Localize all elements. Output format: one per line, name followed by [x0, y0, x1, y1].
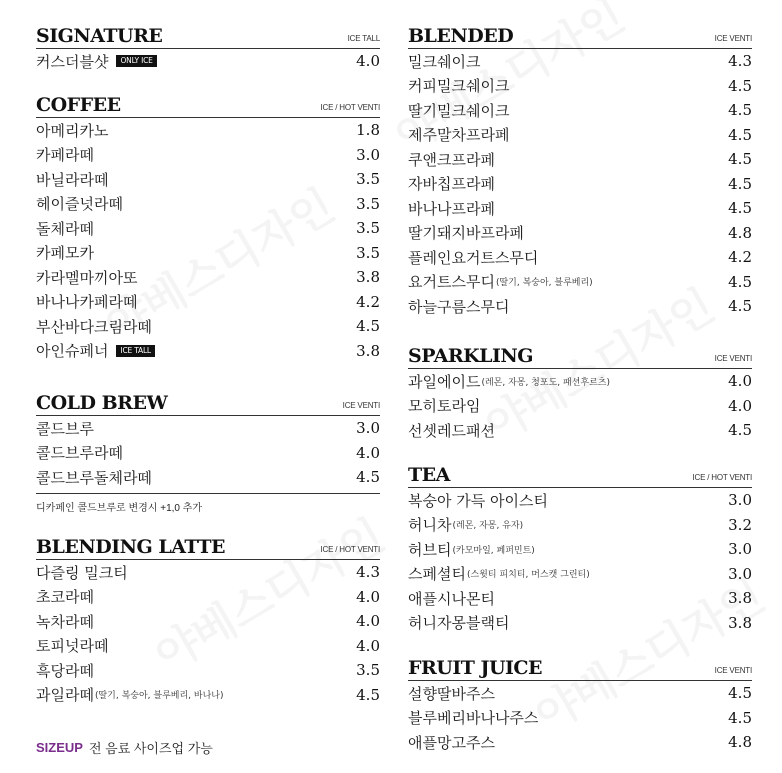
menu-item-name-group [408, 149, 495, 170]
menu-item-name: 애플시나몬티 [408, 589, 495, 608]
menu-item [408, 586, 752, 611]
menu-item [36, 585, 380, 610]
menu-item-name-group [408, 296, 509, 317]
size-label: ICE / HOT VENTI [692, 473, 752, 482]
menu-item-name: 허니자몽블랙티 [408, 614, 510, 633]
menu-item [408, 562, 752, 587]
menu-item-note: (레몬, 자몽, 청포도, 패션후르츠) [481, 377, 610, 388]
section-title: BLENDED [408, 25, 514, 47]
menu-item-price: 3.0 [728, 540, 752, 559]
size-label: ICE VENTI [714, 666, 752, 675]
sizeup-brand: SIZEUP [36, 740, 83, 755]
size-label: ICE / HOT VENTI [320, 103, 380, 112]
menu-item-price: 3.8 [356, 341, 380, 360]
menu-item-price: 3.0 [356, 419, 380, 438]
menu-item-price: 4.0 [356, 612, 380, 631]
menu-item-name: 과일에이드 [408, 372, 481, 391]
menu-item-price: 4.5 [728, 297, 752, 316]
section-title: TEA [408, 464, 450, 486]
menu-item [36, 339, 380, 364]
menu-item-name-group [36, 267, 137, 288]
menu-item-name-group [408, 75, 509, 96]
menu-item [408, 172, 752, 197]
menu-item [36, 118, 380, 143]
menu-item-name: 복숭아 가득 아이스티 [408, 491, 548, 510]
menu-item-price: 4.5 [356, 468, 380, 487]
menu-item-name: 콜드브루라떼 [36, 444, 123, 463]
menu-item-name: 흑당라떼 [36, 661, 94, 680]
menu-item-price: 3.5 [356, 243, 380, 262]
section-sparkling [408, 344, 752, 443]
menu-item-name-group [36, 51, 157, 72]
menu-item [408, 488, 752, 513]
menu-item-price: 4.0 [356, 443, 380, 462]
menu-item-name-group [36, 242, 94, 263]
menu-item-name-group [36, 611, 94, 632]
menu-item-note: (딸기, 복숭아, 블루베리, 바나나) [94, 691, 224, 702]
menu-item-name-group [408, 563, 590, 584]
section-header [408, 463, 752, 488]
menu-item [408, 513, 752, 538]
menu-item-name: 콜드브루 [36, 419, 94, 438]
section-header [36, 24, 380, 49]
menu-item [36, 314, 380, 339]
menu-item [408, 196, 752, 221]
section-header [36, 93, 380, 118]
menu-item-name: 블루베리바나나주스 [408, 709, 539, 728]
menu-item-name: 제주말차프라페 [408, 126, 510, 145]
menu-item-name: 플레인요거트스무디 [408, 248, 539, 267]
menu-item [408, 394, 752, 419]
menu-item-name: 커피밀크쉐이크 [408, 77, 510, 96]
menu-item [408, 74, 752, 99]
section-header [408, 344, 752, 369]
menu-item [408, 611, 752, 636]
menu-item-price: 4.3 [356, 563, 380, 582]
menu-item [408, 369, 752, 394]
size-label: ICE TALL [347, 34, 380, 43]
section-title: COLD BREW [36, 392, 168, 414]
menu-item-name-group [36, 120, 108, 141]
section-title: SIGNATURE [36, 25, 163, 47]
menu-item-name-group [408, 683, 495, 704]
menu-item-price: 4.5 [728, 150, 752, 169]
section-blended [408, 24, 752, 319]
menu-item-price: 4.8 [728, 223, 752, 242]
menu-item-name: 커스더블샷 [36, 52, 109, 71]
menu-item-price: 4.0 [356, 52, 380, 71]
menu-item-price: 4.0 [356, 587, 380, 606]
section-title: BLENDING LATTE [36, 536, 225, 558]
menu-item-name: 딸기돼지바프라페 [408, 224, 524, 243]
menu-item [36, 143, 380, 168]
menu-item-name: 쿠앤크프라페 [408, 150, 495, 169]
menu-item-name: 콜드브루돌체라떼 [36, 468, 152, 487]
menu-item [36, 265, 380, 290]
menu-item-name: 바나나카페라떼 [36, 293, 138, 312]
menu-item-name-group [36, 684, 224, 705]
menu-item-price: 3.5 [356, 194, 380, 213]
menu-item-name-group [408, 51, 480, 72]
menu-item-price: 4.5 [356, 317, 380, 336]
menu-item-price: 4.5 [356, 685, 380, 704]
menu-item-name: 토피넛라떼 [36, 637, 109, 656]
menu-item-name-group [36, 562, 128, 583]
menu-item [408, 730, 752, 755]
menu-item-name-group [408, 100, 509, 121]
menu-item-price: 3.0 [728, 564, 752, 583]
menu-item-name-group [36, 586, 94, 607]
menu-item-name-group [408, 247, 538, 268]
menu-item-price: 3.8 [356, 268, 380, 287]
menu-item-price: 3.8 [728, 589, 752, 608]
menu-item-name-group [36, 467, 152, 488]
menu-item-badge: ONLY ICE [116, 55, 156, 67]
section-title: COFFEE [36, 94, 121, 116]
menu-item-name-group [36, 193, 123, 214]
menu-item-note: (레몬, 자몽, 유자) [452, 521, 524, 532]
menu-item-name: 하늘구름스무디 [408, 297, 510, 316]
menu-item-name: 허니차 [408, 516, 452, 535]
menu-item [36, 465, 380, 490]
menu-item-price: 4.5 [728, 272, 752, 291]
menu-item-name-group [408, 371, 610, 392]
menu-item [408, 270, 752, 295]
section-title: FRUIT JUICE [408, 657, 543, 679]
menu-item-price: 4.0 [356, 636, 380, 655]
menu-item-price: 3.5 [356, 219, 380, 238]
menu-item [408, 245, 752, 270]
menu-item-name-group [408, 612, 509, 633]
menu-item [36, 416, 380, 441]
decaf-footnote: 디카페인 콜드브루로 변경시 +1,0 추가 [36, 493, 380, 517]
menu-item [36, 658, 380, 683]
menu-item-price: 4.2 [356, 292, 380, 311]
menu-item [36, 290, 380, 315]
section-blending-latte [36, 535, 380, 707]
menu-item-price: 4.5 [728, 76, 752, 95]
menu-item-name: 허브티 [408, 540, 452, 559]
menu-item-price: 4.5 [728, 125, 752, 144]
menu-item-price: 4.5 [728, 421, 752, 440]
menu-item [36, 609, 380, 634]
menu-item-name: 녹차라떼 [36, 612, 94, 631]
menu-item-name-group [36, 144, 94, 165]
menu-item-name: 돌체라떼 [36, 219, 94, 238]
menu-item-name: 바닐라라떼 [36, 170, 109, 189]
menu-item [36, 441, 380, 466]
menu-item-name: 밀크쉐이크 [408, 52, 481, 71]
section-header [408, 656, 752, 681]
menu-item-price: 4.8 [728, 733, 752, 752]
menu-item-name: 아메리카노 [36, 121, 109, 140]
menu-item-name-group [408, 395, 480, 416]
menu-item-name-group [36, 169, 108, 190]
menu-item-name-group [408, 124, 509, 145]
menu-item-name-group [36, 418, 94, 439]
menu-item-name-group [408, 539, 535, 560]
menu-item-badge: ICE TALL [116, 345, 154, 357]
menu-item [408, 537, 752, 562]
section-header [408, 24, 752, 49]
menu-item-name: 설향딸바주스 [408, 684, 495, 703]
menu-item-name: 자바칩프라페 [408, 175, 495, 194]
menu-item-name: 카페라떼 [36, 146, 94, 165]
menu-item-price: 3.0 [356, 145, 380, 164]
menu-item [408, 294, 752, 319]
menu-item-name: 스페셜티 [408, 565, 466, 584]
menu-item-name-group [408, 588, 495, 609]
menu-item-price: 4.5 [728, 684, 752, 703]
menu-item-price: 4.3 [728, 52, 752, 71]
menu-item-name-group [408, 514, 523, 535]
menu-item-name: 부산바다크림라떼 [36, 317, 152, 336]
menu-item-name-group [408, 732, 495, 753]
menu-item [36, 241, 380, 266]
menu-item-name: 과일라떼 [36, 686, 94, 705]
menu-item [408, 418, 752, 443]
menu-item [408, 681, 752, 706]
menu-item-price: 3.2 [728, 515, 752, 534]
menu-item [408, 123, 752, 148]
section-coffee [36, 93, 380, 363]
menu-item [408, 49, 752, 74]
menu-item-note: (딸기, 복숭아, 블루베리) [495, 278, 593, 289]
section-title: SPARKLING [408, 345, 534, 367]
size-label: ICE VENTI [714, 34, 752, 43]
menu-item [36, 634, 380, 659]
section-cold-brew [36, 391, 380, 517]
size-label: ICE VENTI [342, 401, 380, 410]
menu-item-price: 4.2 [728, 248, 752, 267]
menu-item-name: 애플망고주스 [408, 733, 495, 752]
menu-item-price: 4.5 [728, 174, 752, 193]
section-header [36, 391, 380, 416]
menu-item-price: 4.5 [728, 708, 752, 727]
menu-item-name: 선셋레드패션 [408, 421, 495, 440]
sizeup-notice [36, 738, 213, 757]
menu-item-name: 딸기밀크쉐이크 [408, 101, 510, 120]
menu-item-price: 3.5 [356, 661, 380, 680]
menu-item-name-group [36, 316, 152, 337]
menu-item [408, 147, 752, 172]
section-tea [408, 463, 752, 635]
menu-item-name: 카페모카 [36, 244, 94, 263]
menu-item [36, 560, 380, 585]
menu-item-name-group [408, 222, 524, 243]
menu-item-name-group [408, 198, 495, 219]
section-fruit-juice [408, 656, 752, 755]
menu-item-name-group [36, 340, 155, 361]
menu-item-price: 1.8 [356, 121, 380, 140]
menu-item-name-group [408, 271, 593, 292]
menu-item-name-group [408, 420, 495, 441]
section-header [36, 535, 380, 560]
menu-item [36, 216, 380, 241]
menu-item [408, 706, 752, 731]
menu-item-name: 다즐링 밀크티 [36, 563, 128, 582]
menu-item [36, 49, 380, 74]
menu-item-name-group [408, 707, 538, 728]
menu-item-name: 아인슈페너 [36, 342, 109, 361]
menu-item [36, 192, 380, 217]
menu-item-name-group [408, 490, 548, 511]
menu-item-price: 4.5 [728, 199, 752, 218]
menu-item-price: 3.5 [356, 170, 380, 189]
section-signature [36, 24, 380, 74]
size-label: ICE VENTI [714, 354, 752, 363]
menu-item-price: 4.5 [728, 101, 752, 120]
menu-item-name-group [36, 442, 123, 463]
menu-item-price: 4.0 [728, 396, 752, 415]
menu-item [408, 221, 752, 246]
menu-item-price: 3.0 [728, 491, 752, 510]
menu-item-name-group [36, 635, 108, 656]
menu-item-name-group [36, 291, 137, 312]
menu-item [36, 683, 380, 708]
size-label: ICE / HOT VENTI [320, 545, 380, 554]
menu-item-name-group [36, 660, 94, 681]
menu-item-name: 요거트스무디 [408, 273, 495, 292]
menu-item-name-group [408, 173, 495, 194]
menu-item-name: 바나나프라페 [408, 199, 495, 218]
menu-item [36, 167, 380, 192]
menu-item-name: 헤이즐넛라떼 [36, 195, 123, 214]
sizeup-text: 전 음료 사이즈업 가능 [88, 741, 213, 756]
menu-item-note: (스윗티 피치티, 머스캣 그린티) [466, 570, 590, 581]
menu-item-note: (카모마일, 페퍼민트) [452, 545, 535, 556]
menu-item-name-group [36, 218, 94, 239]
menu-item-name: 초코라떼 [36, 588, 94, 607]
menu-item-name: 카라멜마끼아또 [36, 268, 138, 287]
menu-item [408, 98, 752, 123]
menu-item-price: 4.0 [728, 372, 752, 391]
menu-item-name: 모히토라임 [408, 397, 481, 416]
menu-item-price: 3.8 [728, 613, 752, 632]
